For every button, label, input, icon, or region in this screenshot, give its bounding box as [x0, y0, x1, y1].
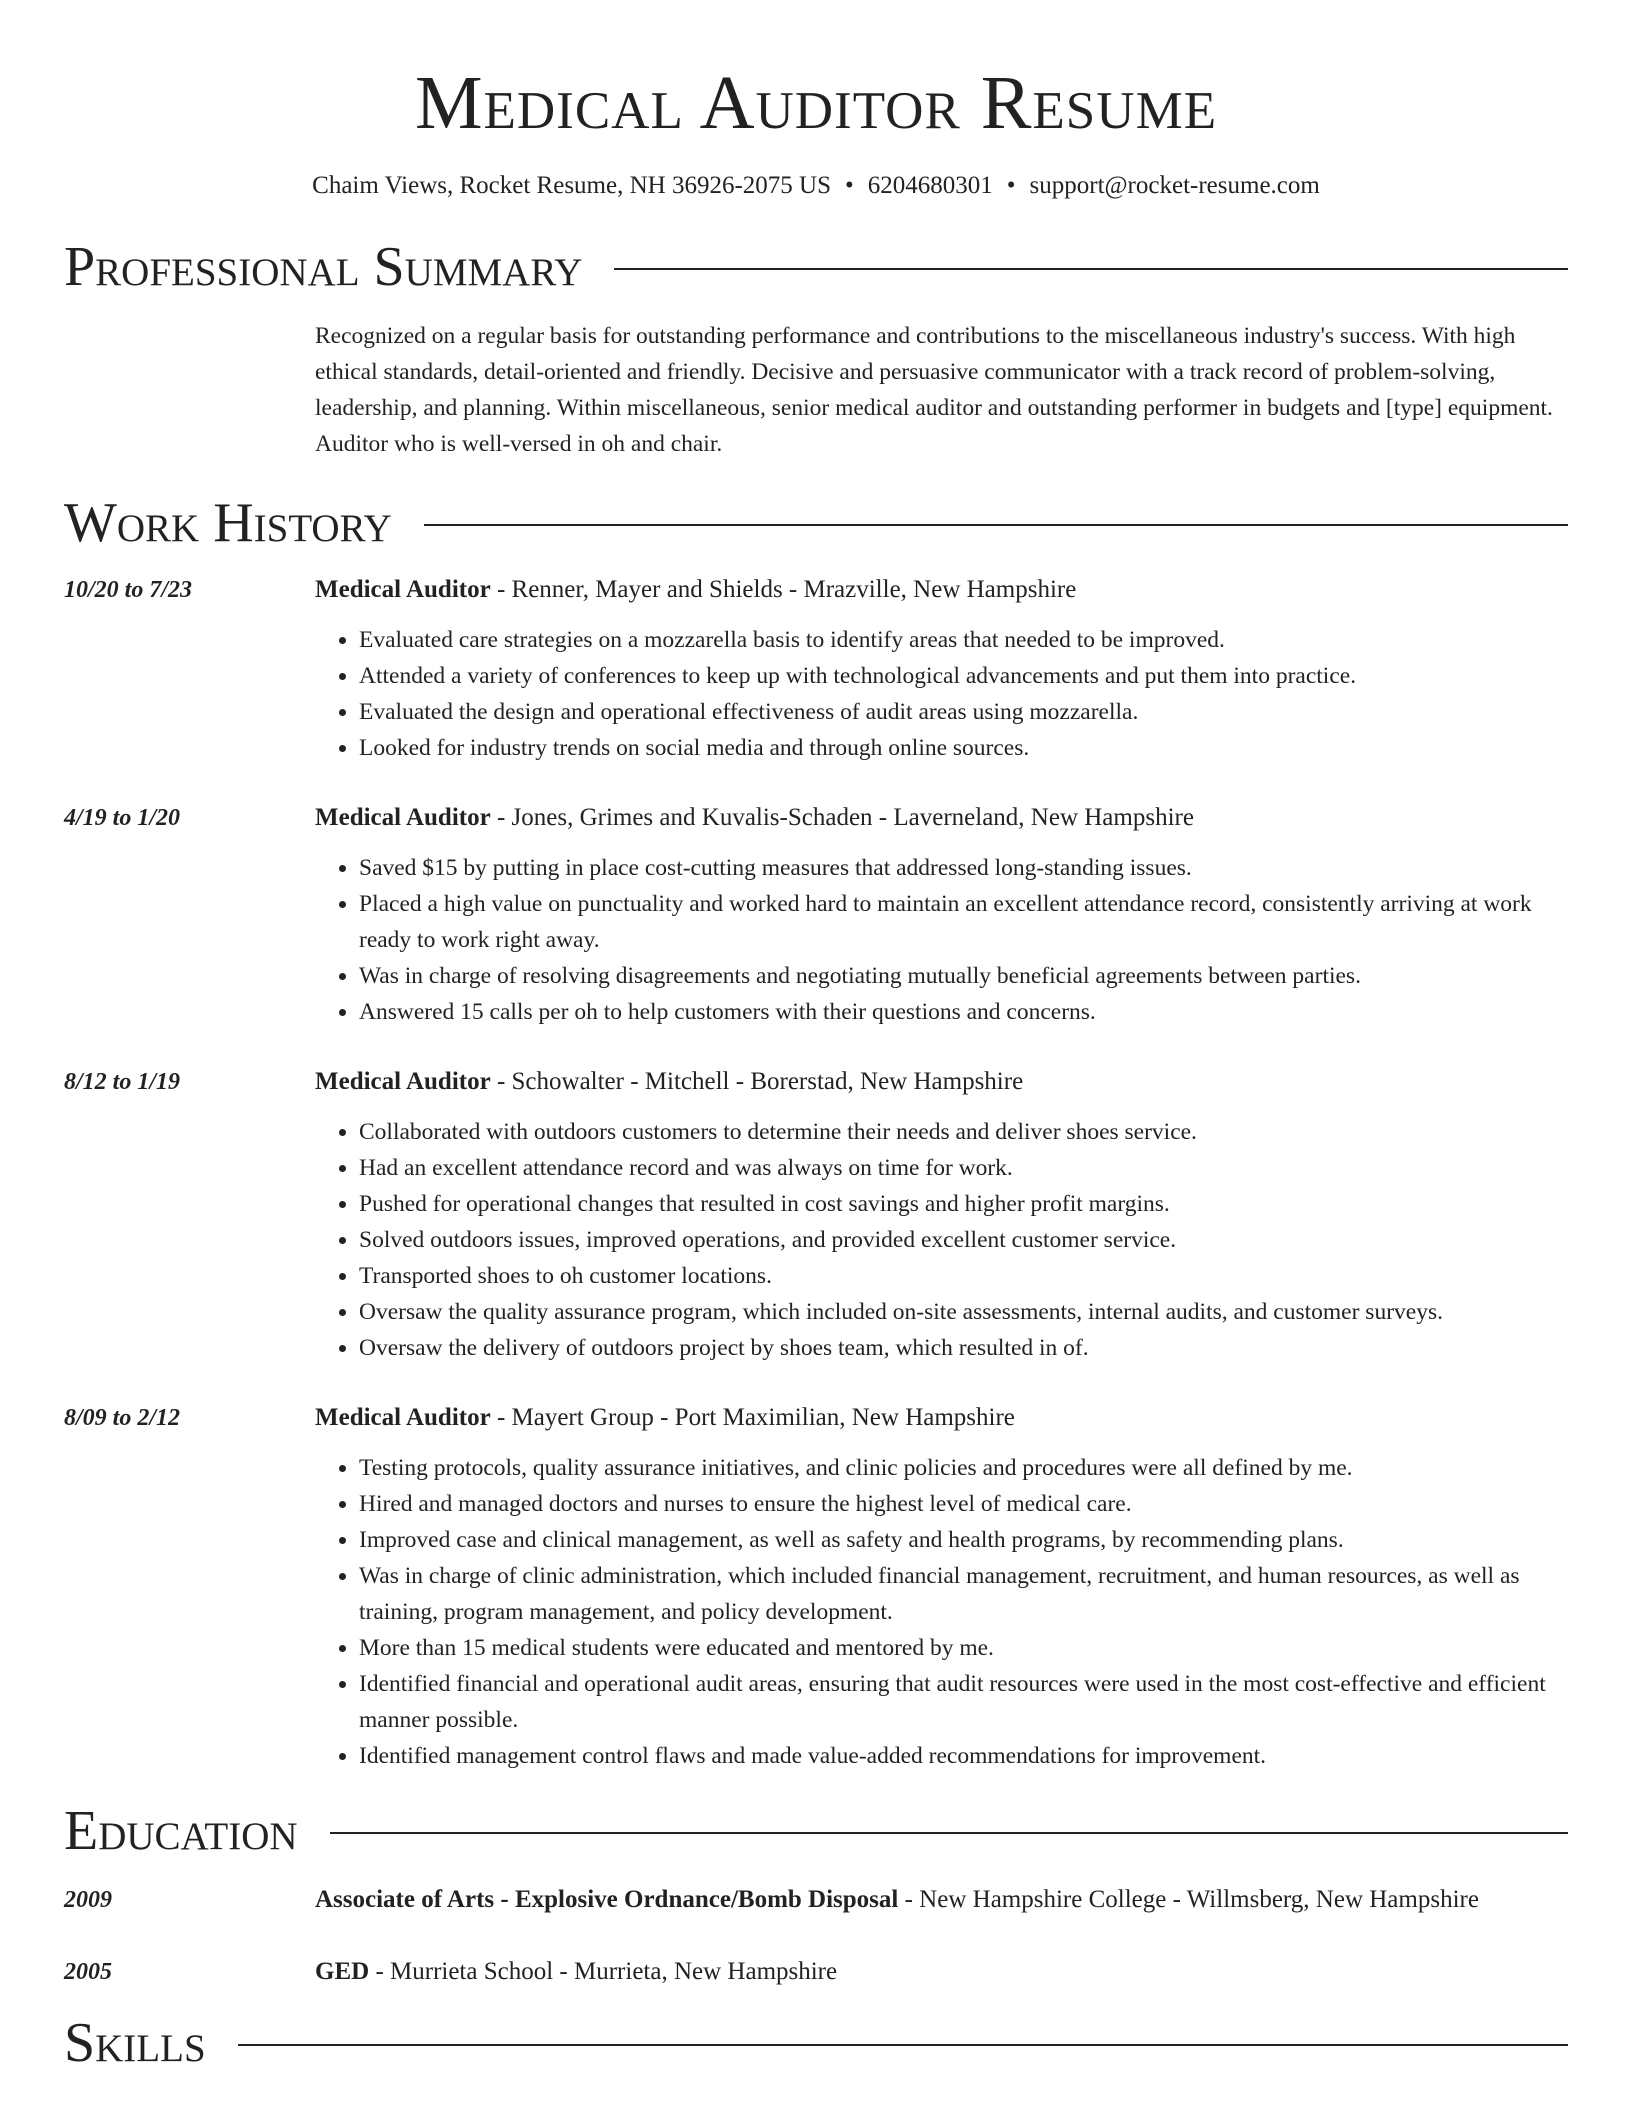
degree-name: GED [315, 1958, 370, 1985]
skills-section-header [64, 2012, 1568, 2074]
education-entry-body [315, 1880, 1568, 1918]
work-headline [315, 798, 1568, 836]
work-bullet: • Looked for industry trends on social media and through online sources. [359, 730, 1568, 766]
skills-heading: Skills [64, 2012, 206, 2074]
education-entry [64, 1880, 1568, 1918]
work-entry-body [315, 570, 1568, 766]
summary-text: Recognized on a regular basis for outstanding performance and contributions to the miscellaneous industry's success. With high ethical standards, detail-oriented and friendly. Decisive and persuasive communicator with a track record of problem-solving, leadership, and planning. Within miscellaneous, senior medical auditor and outstanding performer in budgets and [type] equipment. Auditor who is well-versed in oh and chair. [315, 323, 1553, 457]
section-divider [330, 1832, 1568, 1834]
work-bullet: • Had an excellent attendance record and was always on time for work. [359, 1150, 1568, 1186]
education-list [64, 1880, 1568, 1990]
resume-page [64, 0, 1568, 2074]
degree-name: Associate of Arts - Explosive Ordnance/Bomb Disposal [315, 1886, 899, 1913]
section-divider [424, 524, 1568, 526]
work-bullet: • Evaluated care strategies on a mozzarella basis to identify areas that needed to be improved. [359, 622, 1568, 658]
resume-title: Medical Auditor Resume [414, 61, 1218, 145]
section-divider [238, 2044, 1568, 2046]
work-bullet: • Was in charge of resolving disagreements and negotiating mutually beneficial agreements between parties. [359, 958, 1568, 994]
job-employer-location: - Schowalter - Mitchell - Borerstad, New Hampshire [490, 1068, 1024, 1095]
work-bullet: • Answered 15 calls per oh to help customers with their questions and concerns. [359, 994, 1568, 1030]
work-dates: 8/12 to 1/19 [64, 1069, 181, 1095]
work-heading: Work History [64, 492, 392, 554]
job-title: Medical Auditor [315, 1068, 491, 1095]
work-bullet: • Hired and managed doctors and nurses to ensure the highest level of medical care. [359, 1486, 1568, 1522]
contact-email: support@rocket-resume.com [1029, 172, 1320, 199]
summary-section-header [64, 236, 1568, 298]
job-employer-location: - Mayert Group - Port Maximilian, New Hampshire [490, 1404, 1015, 1431]
education-entry-body [315, 1952, 1568, 1990]
school-location: - Murrieta School - Murrieta, New Hampshire [369, 1958, 838, 1985]
work-entry-body [315, 798, 1568, 1030]
work-headline [315, 1398, 1568, 1436]
work-dates: 4/19 to 1/20 [64, 805, 181, 831]
work-bullet: • Solved outdoors issues, improved operations, and provided excellent customer service. [359, 1222, 1568, 1258]
work-bullet: • Testing protocols, quality assurance initiatives, and clinic policies and procedures were all defined by me. [359, 1450, 1568, 1486]
education-heading: Education [64, 1800, 298, 1862]
work-bullets [315, 850, 1568, 1030]
work-bullets [315, 622, 1568, 766]
work-bullets [315, 1450, 1568, 1774]
education-headline [315, 1880, 1568, 1918]
school-location: - New Hampshire College - Willmsberg, New Hampshire [898, 1886, 1479, 1913]
job-title: Medical Auditor [315, 804, 491, 831]
job-employer-location: - Renner, Mayer and Shields - Mrazville, New Hampshire [490, 576, 1077, 603]
contact-line [64, 170, 1568, 202]
work-bullet: • Was in charge of clinic administration, which included financial management, recruitment, and human resources, as well as training, program management, and policy development. [359, 1558, 1568, 1630]
work-bullet: • Improved case and clinical management, as well as safety and health programs, by recommending plans. [359, 1522, 1568, 1558]
work-headline [315, 570, 1568, 608]
contact-separator: • [1006, 172, 1016, 199]
education-year: 2009 [64, 1887, 112, 1913]
job-title: Medical Auditor [315, 1404, 491, 1431]
work-headline [315, 1062, 1568, 1100]
education-headline [315, 1952, 1568, 1990]
education-section-header [64, 1800, 1568, 1862]
work-bullet: • Identified financial and operational audit areas, ensuring that audit resources were used in the most cost-effective and efficient manner possible. [359, 1666, 1568, 1738]
job-employer-location: - Jones, Grimes and Kuvalis-Schaden - Laverneland, New Hampshire [490, 804, 1194, 831]
summary-heading: Professional Summary [64, 236, 583, 298]
work-entry [64, 798, 1568, 1030]
work-history-list [64, 570, 1568, 1774]
section-divider [614, 268, 1568, 270]
work-bullet: • Transported shoes to oh customer locations. [359, 1258, 1568, 1294]
work-dates: 10/20 to 7/23 [64, 577, 193, 603]
work-entry [64, 1398, 1568, 1774]
work-entry [64, 1062, 1568, 1366]
work-bullet: • Collaborated with outdoors customers to determine their needs and deliver shoes service. [359, 1114, 1568, 1150]
work-bullet: • Pushed for operational changes that resulted in cost savings and higher profit margins. [359, 1186, 1568, 1222]
work-bullet: • Identified management control flaws and made value-added recommendations for improvement. [359, 1738, 1568, 1774]
work-bullet: • Oversaw the delivery of outdoors project by shoes team, which resulted in of. [359, 1330, 1568, 1366]
education-entry [64, 1952, 1568, 1990]
contact-address: Chaim Views, Rocket Resume, NH 36926-2075 US [312, 172, 831, 199]
education-year: 2005 [64, 1959, 112, 1985]
work-entry-body [315, 1062, 1568, 1366]
contact-phone: 6204680301 [867, 172, 993, 199]
work-dates: 8/09 to 2/12 [64, 1405, 181, 1431]
work-bullet: • Attended a variety of conferences to keep up with technological advancements and put them into practice. [359, 658, 1568, 694]
work-bullet: • Saved $15 by putting in place cost-cutting measures that addressed long-standing issues. [359, 850, 1568, 886]
contact-separator: • [845, 172, 854, 199]
work-bullets [315, 1114, 1568, 1366]
work-entry-body [315, 1398, 1568, 1774]
work-section-header [64, 492, 1568, 554]
work-bullet: • Evaluated the design and operational effectiveness of audit areas using mozzarella. [359, 694, 1568, 730]
work-bullet: • Oversaw the quality assurance program, which included on-site assessments, internal audits, and customer surveys. [359, 1294, 1568, 1330]
job-title: Medical Auditor [315, 576, 491, 603]
work-bullet: • More than 15 medical students were educated and mentored by me. [359, 1630, 1568, 1666]
work-entry [64, 570, 1568, 766]
work-bullet: • Placed a high value on punctuality and worked hard to maintain an excellent attendance record, consistently arriving at work ready to work right away. [359, 886, 1568, 958]
